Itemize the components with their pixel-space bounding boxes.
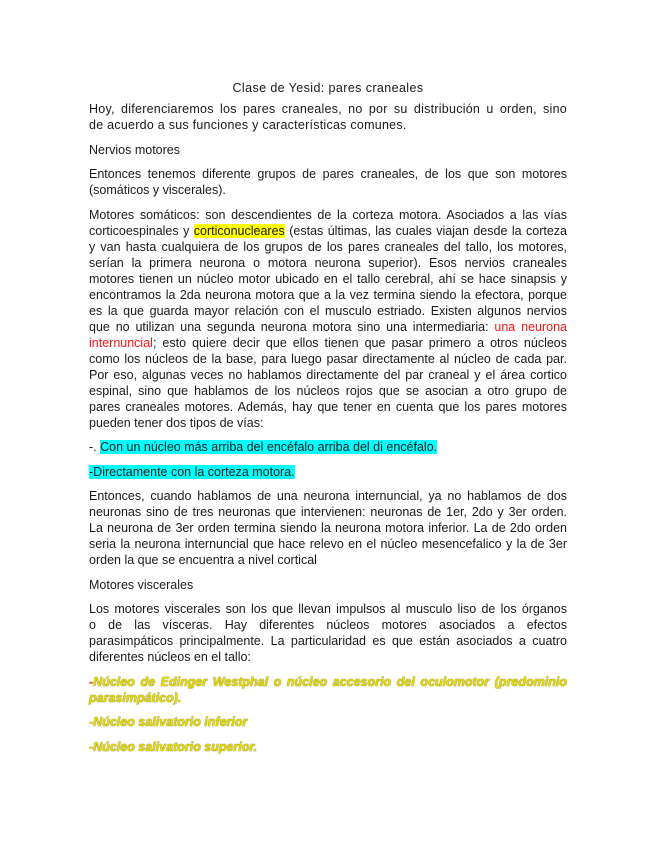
document-body (89, 80, 567, 755)
text-line: La neurona de 3er orden termina siendo la neurona motora inferior. La de 2do orden (89, 521, 567, 535)
motores-somaticos-paragraph (89, 207, 567, 431)
via-item-2 (89, 464, 567, 480)
text-segment: (estas últimas, las cuales viajan desde la corteza (284, 223, 567, 238)
text-line (89, 674, 567, 690)
highlighted-text: -Directamente con la corteza motora. (89, 464, 295, 479)
text-line: orden la que se encuentra a nivel cortical (89, 553, 317, 567)
text-line: motores tienen un núcleo motor ubicado en el tallo cerebral, ahí se hace sinapsis y (89, 271, 567, 286)
text-line (89, 223, 567, 239)
text-line: neuronas sino de tres neuronas que intervienen: neuronas de 1er, 2do y 3er orden. (89, 505, 567, 519)
text-line: parasimpáticos principalmente. La particularidad es que están asociados a cuatro (89, 634, 567, 648)
grupos-paragraph (89, 166, 567, 198)
text-line: Motores somáticos: son descendientes de la corteza motora. Asociados a las vías (89, 207, 567, 222)
text-line: pares craneales motores. Además, hay que tener en cuenta que los pares motores (89, 399, 567, 414)
text-line: Por eso, algunas veces no hablamos directamente del par craneal y el área cortico (89, 367, 567, 382)
motores-viscerales-paragraph (89, 601, 567, 665)
text-line: encontramos la 2da neurona motora que a la vez termina siendo la efectora, porque (89, 287, 567, 302)
nucleo-item-edinger-westphal (89, 674, 567, 706)
text-segment: ; esto quiere decir que ellos tienen que pasar primero a otros núcleos (152, 335, 567, 350)
text-line: o de las vísceras. Hay diferentes núcleos motores asociados a efectos (89, 618, 567, 632)
section-heading-nervios-motores: Nervios motores (89, 142, 180, 157)
text-line: de acuerdo a sus funciones y características comunes. (89, 118, 407, 132)
list-prefix: -. (89, 440, 101, 454)
red-term: internuncial (89, 335, 153, 350)
text-line (89, 335, 567, 351)
highlighted-text: Con un núcleo más arriba del encéfalo arriba del di encéfalo. (100, 440, 438, 454)
text-line: espinal, sino que hablamos de los núcleos rojos que se asocian a otro grupo de (89, 383, 567, 398)
text-segment: Núcleo de Edinger Westphal o núcleo accesorio del oculomotor (predominio (93, 674, 567, 689)
red-term: una neurona (494, 319, 567, 334)
text-line: Los motores viscerales son los que llevan impulsos al musculo liso de los órganos (89, 602, 567, 616)
internuncial-paragraph (89, 488, 567, 568)
text-line: diferentes núcleos en el tallo: (89, 650, 251, 664)
text-line: (somáticos y viscerales). (89, 183, 226, 197)
text-line: como los núcleos de la base, para luego pasar directamente al núcleo de cada par. (89, 351, 567, 366)
text-line: Entonces tenemos diferente grupos de pares craneales, de los que son motores (89, 167, 567, 181)
text-line: seria la neurona internuncial que hace relevo en el núcleo mesencefalico y la de 3er (89, 537, 567, 551)
text-segment: que no utilizan una segunda neurona motora sino una intermediaria: (89, 319, 495, 334)
text-line: pueden tener dos tipos de vías: (89, 415, 264, 430)
intro-paragraph (89, 101, 567, 133)
nucleo-item-salivatorio-inferior: -Núcleo salivatorio inferior (89, 715, 248, 729)
text-line: Entonces, cuando hablamos de una neurona internuncial, ya no hablamos de dos (89, 489, 567, 503)
list-dash: - (89, 674, 94, 689)
text-line (89, 319, 567, 335)
text-line: es la que guarda mayor relación con el musculo estriado. Existen algunos nervios (89, 303, 567, 318)
nucleo-item-salivatorio-superior: -Núcleo salivatorio superior. (89, 739, 258, 754)
text-segment: corticoespinales y (89, 223, 194, 238)
highlighted-term: corticonucleares (193, 223, 285, 238)
text-line: parasimpático). (89, 690, 182, 705)
section-heading-motores-viscerales: Motores viscerales (89, 577, 194, 592)
text-line: serían la primera neurona o motora neurona superior). Esos nervios craneales (89, 255, 567, 270)
text-line: y van hasta cualquiera de los grupos de los pares craneales del tallo, los motores, (89, 239, 567, 254)
document-title: Clase de Yesid: pares craneales (232, 81, 424, 95)
text-line: Hoy, diferenciaremos los pares craneales, no por su distribución u orden, sino (89, 102, 567, 116)
via-item-1 (89, 439, 567, 455)
